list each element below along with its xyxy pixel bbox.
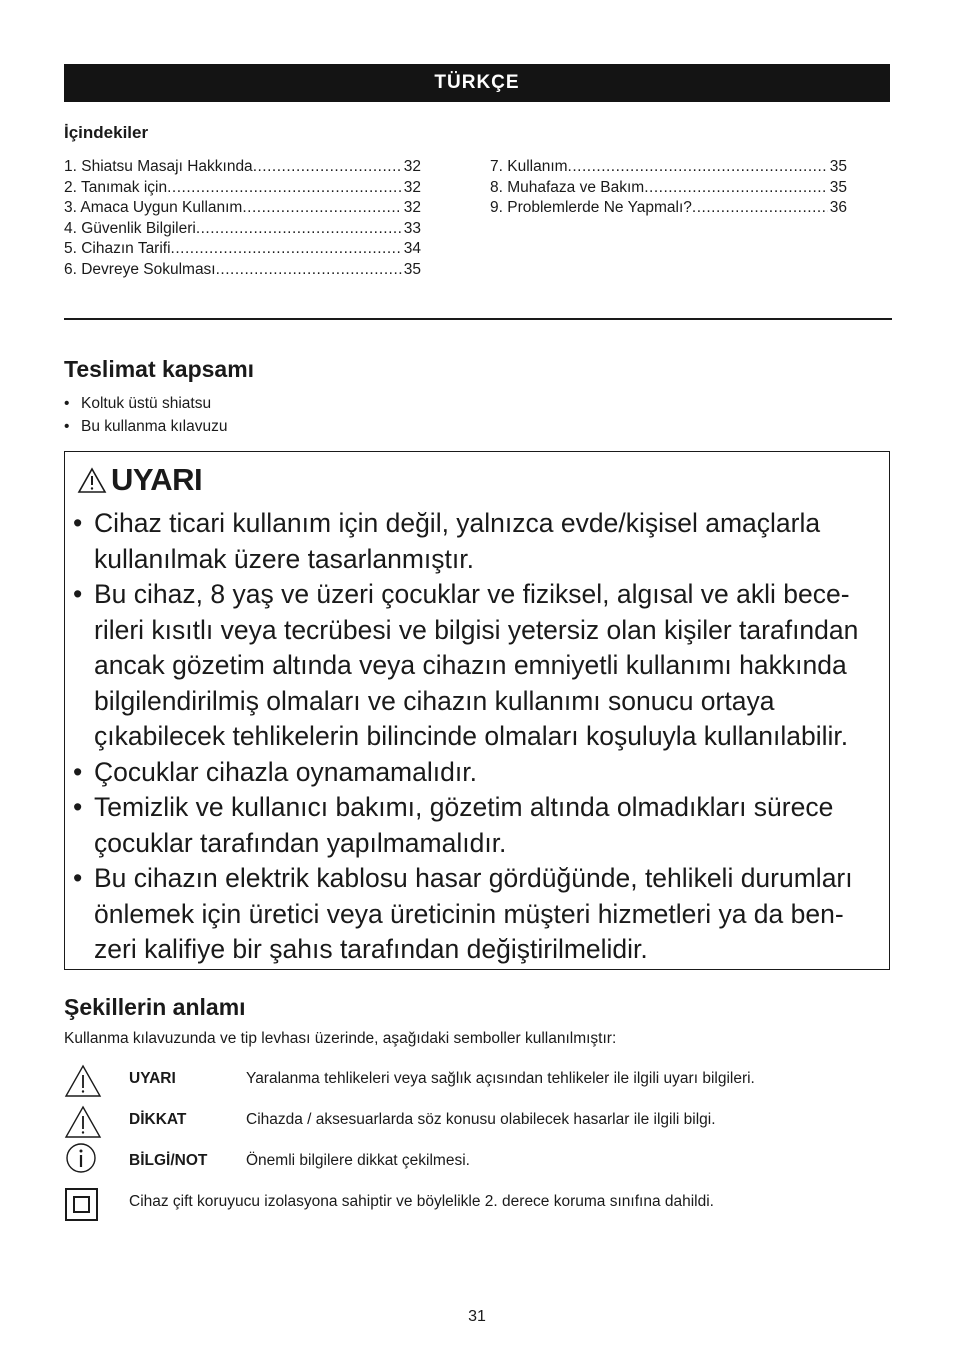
toc-entry[interactable]: 5. Cihazın Tarifi ..... 34: [64, 239, 421, 260]
info-icon: [64, 1142, 100, 1176]
toc-entry[interactable]: 6. Devreye Sokulması ..... 35: [64, 260, 421, 281]
symbol-row-warning: UYARI Yaralanma tehlikeleri veya sağlık açısından tehlikeler ile ilgili uyarı bilgileri.: [64, 1064, 890, 1104]
warning-item: • Bu cihaz, 8 yaş ve üzeri çocuklar ve fiziksel, algısal ve akli bece-rileri kısıtlı veya tecrübesi ve bilgisi yetersiz olan kişiler tarafından ancak gözetim altında veya cihazın emniyetli kullanımı hakkında bilgilendirilmiş olmaları ve cihazın kullanımı sonucu ortaya çıkabilecek tehlikelerin bilincinde olmaları koşuluyla kullanılabilir.: [73, 579, 859, 751]
page-number: 31: [468, 1308, 486, 1325]
toc-entry[interactable]: 8. Muhafaza ve Bakım ..... 35: [490, 178, 847, 199]
warning-title: UYARI: [77, 462, 202, 498]
list-item: • Bu kullanma kılavuzu: [64, 416, 227, 439]
warning-item: • Bu cihazın elektrik kablosu hasar gördüğünde, tehlikeli durumları önlemek için üretici veya üreticinin müşteri hizmetleri ya da ben-zeri kalifiye bir şahıs tarafından değiştirilmelidir.: [73, 863, 853, 964]
section-divider: [64, 318, 892, 320]
toc-entry[interactable]: 3. Amaca Uygun Kullanım ..... 32: [64, 198, 421, 219]
toc-entry[interactable]: 2. Tanımak için ..... 32: [64, 178, 421, 199]
language-header-bar: [64, 64, 890, 102]
toc-entry[interactable]: 4. Güvenlik Bilgileri ..... 33: [64, 219, 421, 240]
toc-left-column: [64, 157, 421, 280]
warning-list: [73, 506, 873, 968]
caution-triangle-icon: [64, 1105, 102, 1139]
double-insulation-icon: [64, 1187, 100, 1223]
symbol-row-info: BİLGİ/NOT Önemli bilgilere dikkat çekilmesi.: [64, 1142, 890, 1182]
symbols-heading: Şekillerin anlamı: [64, 994, 246, 1020]
toc-entry[interactable]: 1. Shiatsu Masajı Hakkında ..... 32: [64, 157, 421, 178]
warning-item: • Temizlik ve kullanıcı bakımı, gözetim altında olmadıkları sürece çocuklar tarafından yapılmamalıdır.: [73, 792, 834, 858]
language-label: TÜRKÇE: [434, 72, 520, 93]
toc-entry[interactable]: 7. Kullanım ..... 35: [490, 157, 847, 178]
warning-triangle-icon: [77, 467, 107, 494]
symbols-intro: Kullanma kılavuzunda ve tip levhası üzerinde, aşağıdaki semboller kullanılmıştır:: [64, 1030, 617, 1047]
toc-entry[interactable]: 9. Problemlerde Ne Yapmalı? ..... 36: [490, 198, 847, 219]
toc-heading: İçindekiler: [64, 123, 149, 142]
delivery-heading: Teslimat kapsamı: [64, 356, 255, 382]
delivery-list: [64, 393, 227, 438]
warning-item: • Cihaz ticari kullanım için değil, yalnızca evde/kişisel amaçlarla kullanılmak üzere tasarlanmıştır.: [73, 508, 821, 574]
symbol-row-caution: DİKKAT Cihazda / aksesuarlarda söz konusu olabilecek hasarlar ile ilgili bilgi.: [64, 1105, 890, 1145]
warning-box: [64, 451, 890, 970]
toc-right-column: [490, 157, 847, 219]
list-item: • Koltuk üstü shiatsu: [64, 393, 227, 416]
symbol-row-double-insulation: Cihaz çift koruyucu izolasyona sahiptir ve böylelikle 2. derece koruma sınıfına dahildi.: [64, 1187, 890, 1227]
warning-triangle-icon: [64, 1064, 102, 1098]
warning-item: • Çocuklar cihazla oynamamalıdır.: [73, 756, 477, 787]
